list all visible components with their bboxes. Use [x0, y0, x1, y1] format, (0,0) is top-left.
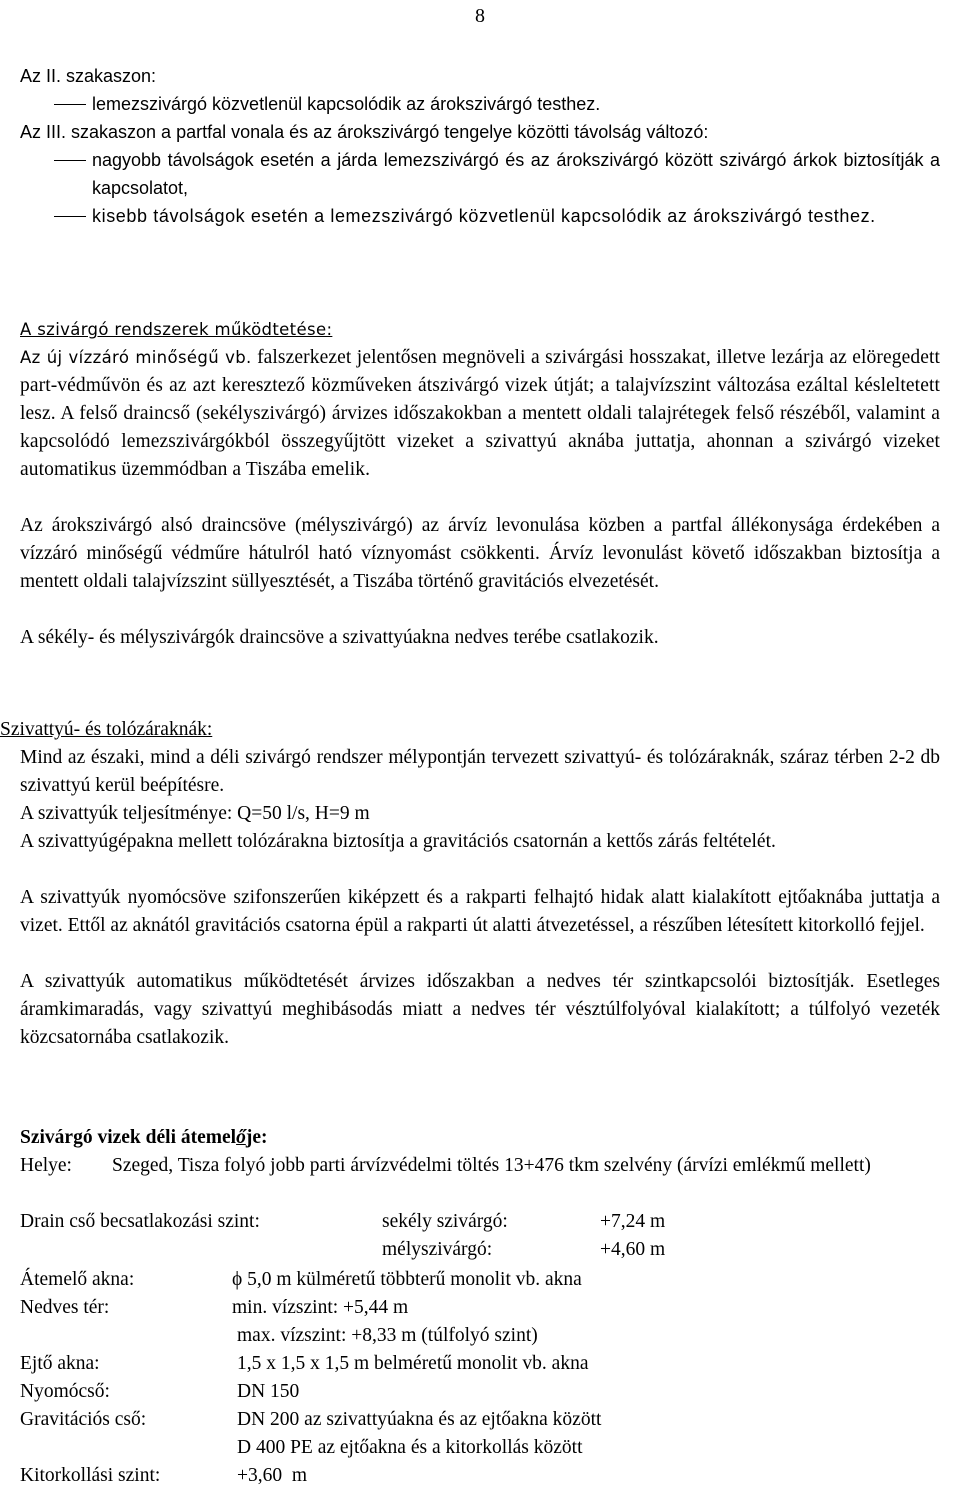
gravity-value-1: DN 200 az szivattyúakna és az ejtőakna között	[237, 1409, 602, 1430]
drain-label: Drain cső becsatlakozási szint:	[20, 1211, 260, 1232]
wet-label: Nedves tér:	[20, 1297, 110, 1318]
pumps-paragraph-2: A szivattyúk teljesítménye: Q=50 l/s, H=9 m	[20, 803, 370, 824]
pumps-heading: Szivattyú- és tolózáraknák:	[0, 719, 213, 740]
station-heading	[20, 1124, 267, 1152]
operation-paragraph-1-lead: Az új vízzáró minőségű vb.	[20, 348, 252, 367]
pumps-paragraph-1: Mind az északi, mind a déli szivárgó rendszer mélypontján tervezett szivattyú- és tolózáraknák, száraz térben 2-2 db szivattyú kerül beépítésre.	[20, 747, 940, 796]
dash-bullet-icon	[20, 90, 92, 118]
pit-label: Átemelő akna:	[20, 1269, 135, 1290]
wet-max: max. vízszint: +8,33 m (túlfolyó szint)	[237, 1325, 538, 1346]
gravity-label: Gravitációs cső:	[20, 1409, 147, 1430]
operation-paragraph-2: Az árokszivárgó alsó draincsöve (mélyszivárgó) az árvíz levonulása közben a partfal állékonysága érdekében a vízzáró minőségű védműre hátulról ható víznyomást csökkenti. Árvíz levonulást követő időszakban biztosítja a mentett oldali talajvízszint süllyesztését, a Tiszába történő gravitációs elvezetését.	[20, 515, 940, 592]
shallow-value: +7,24 m	[600, 1211, 666, 1232]
section3-intro: Az III. szakaszon a partfal vonala és az árokszivárgó tengelye közötti távolság változó:	[20, 122, 709, 142]
diameter-icon: ϕ	[232, 1269, 243, 1290]
section3-bullet-1-text: nagyobb távolságok esetén a járda lemezszivárgó és az árokszivárgó között szivárgó árkok biztosítják a kapcsolatot,	[92, 150, 940, 198]
pumps-paragraph-4: A szivattyúk nyomócsöve szifonszerűen kiképzett és a rakparti felhajtó hidak alatt kialakított ejtőaknába juttatja a vizet. Ettől az aknától gravitációs csatorna épül a rakparti út alatti átvezetéssel, a részűben létesített kitorkolló fejjel.	[20, 887, 940, 936]
pit-value-text: 5,0 m külméretű többterű monolit vb. akna	[242, 1269, 582, 1290]
operation-paragraph-1-rest: falszerkezet jelentősen megnöveli a szivárgási hosszakat, illetve lezárja az elöregedett part-védművön és az azt keresztező közműveken átszivárgó vizek útját; a talajvízszint változása ezáltal késleltetett lesz. A felső draincső (sekélyszivárgó) árvizes időszakokban a mentett oldali talajrétegek felső részéből, valamint a kapcsolódó lemezszivárgókból összegyűjtött vizeket a szivattyú aknába juttatja, ahonnan a szivárgó vizeket automatikus üzemmódban a Tiszába emelik.	[20, 347, 940, 480]
section2-bullet	[20, 90, 600, 118]
wet-min: min. vízszint: +5,44 m	[232, 1297, 409, 1318]
location-label: Helye:	[20, 1155, 72, 1176]
pit-value	[232, 1266, 582, 1294]
pumps-paragraph-5: A szivattyúk automatikus működtetését árvizes időszakban a nedves tér szintkapcsolói biztosítják. Esetleges áramkimaradás, vagy szivattyú meghibásodás miatt a nedves tér vésztúlfolyóval kialakított; a túlfolyó vezeték közcsatornába csatlakozik.	[20, 971, 940, 1048]
outlet-label: Kitorkollási szint:	[20, 1465, 161, 1486]
section3-bullet-2-text: kisebb távolságok esetén a lemezszivárgó közvetlenül kapcsolódik az árokszivárgó testhez.	[92, 206, 876, 226]
pressure-value: DN 150	[237, 1381, 300, 1402]
dash-bullet-icon	[20, 202, 92, 230]
pressure-label: Nyomócső:	[20, 1381, 110, 1402]
shallow-label: sekély szivárgó:	[382, 1211, 508, 1232]
station-heading-part-b: ő	[236, 1127, 246, 1148]
drop-value: 1,5 x 1,5 x 1,5 m belméretű monolit vb. akna	[237, 1353, 589, 1374]
section3-bullet-2	[20, 202, 940, 230]
section3-bullet-1	[20, 146, 940, 202]
location-value: Szeged, Tisza folyó jobb parti árvízvédelmi töltés 13+476 tkm szelvény (árvízi emlékmű mellett)	[112, 1155, 871, 1176]
operation-heading: A szivárgó rendszerek működtetése:	[20, 320, 333, 339]
section2-title: Az II. szakaszon:	[20, 66, 157, 86]
deep-value: +4,60 m	[600, 1239, 666, 1260]
operation-paragraph-1	[20, 344, 940, 484]
drop-label: Ejtő akna:	[20, 1353, 100, 1374]
station-heading-part-c: je:	[245, 1127, 268, 1148]
operation-paragraph-3: A sékély- és mélyszivárgók draincsöve a szivattyúakna nedves terébe csatlakozik.	[20, 627, 659, 648]
section2-bullet-text: lemezszivárgó közvetlenül kapcsolódik az árokszivárgó testhez.	[92, 94, 601, 114]
page-number: 8	[475, 5, 485, 27]
gravity-value-2: D 400 PE az ejtőakna és a kitorkollás között	[237, 1437, 583, 1458]
pumps-paragraph-3: A szivattyúgépakna mellett tolózárakna biztosítja a gravitációs csatornán a kettős zárás feltételét.	[20, 831, 776, 852]
station-heading-part-a: Szivárgó vizek déli átemel	[20, 1127, 237, 1148]
outlet-value: +3,60 m	[237, 1465, 308, 1486]
dash-bullet-icon	[20, 146, 92, 202]
deep-label: mélyszivárgó:	[382, 1239, 493, 1260]
